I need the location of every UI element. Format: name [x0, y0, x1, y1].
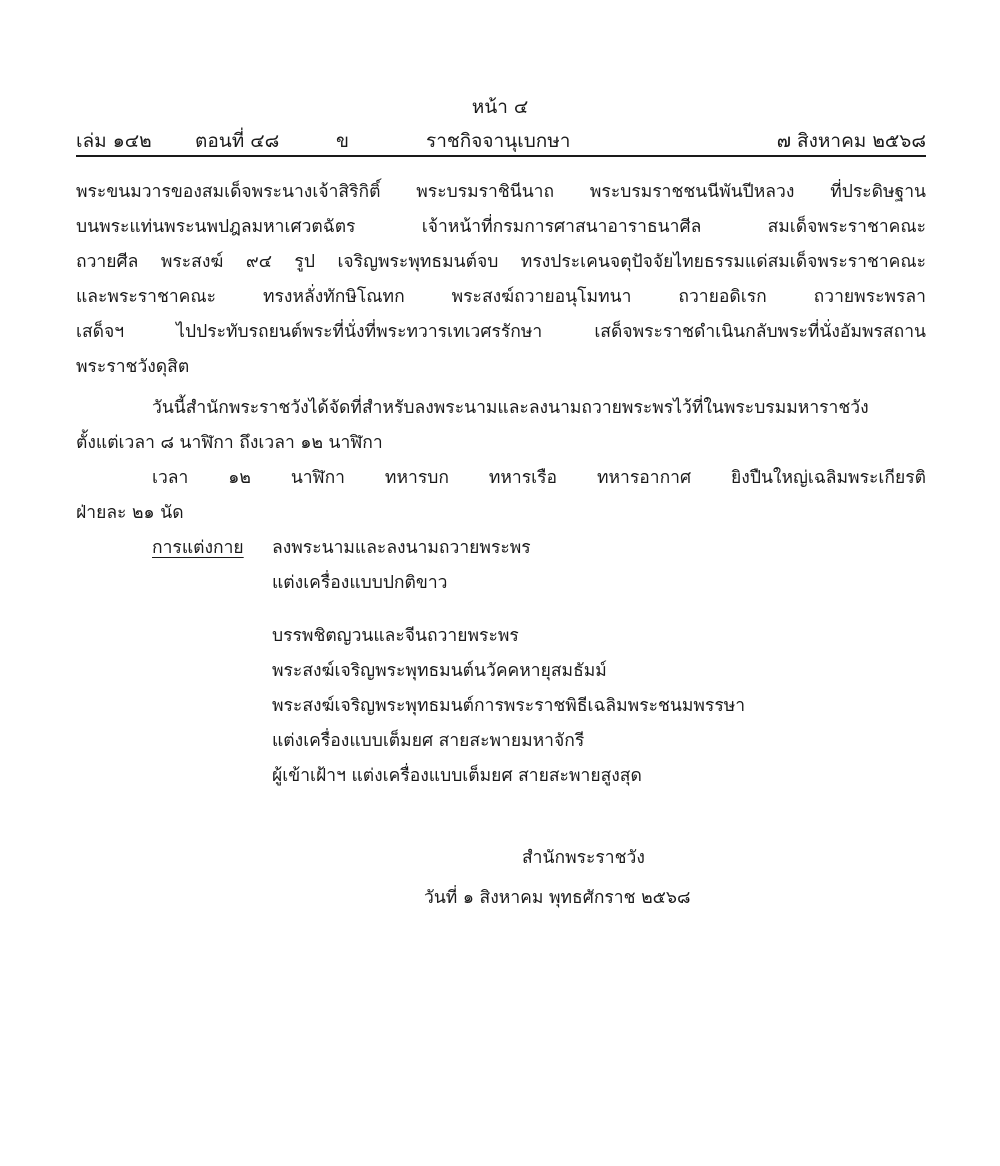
paragraph-line: บนพระแท่นพระนพปฎลมหาเศวตฉัตร เจ้าหน้าที่กรมการศาสนาอาราธนาศีล สมเด็จพระราชาคณะ [76, 217, 926, 237]
dress-code-item: บรรพชิตญวนและจีนถวายพระพร [272, 626, 519, 646]
issuing-office: สำนักพระราชวัง [522, 848, 645, 868]
section-number: ตอนที่ ๔๘ [195, 130, 280, 152]
paragraph-line: ฝ่ายละ ๒๑ นัด [76, 503, 184, 523]
part-letter: ข [336, 130, 349, 152]
publication-title: ราชกิจจานุเบกษา [426, 130, 571, 152]
dress-code-item: ลงพระนามและลงนามถวายพระพร [272, 538, 531, 558]
paragraph-line: และพระราชาคณะ ทรงหลั่งทักษิโณทก พระสงฆ์ถวายอนุโมทนา ถวายอดิเรก ถวายพระพรลา [76, 287, 926, 307]
dress-code-item: พระสงฆ์เจริญพระพุทธมนต์นวัคคหายุสมธัมม์ [272, 661, 607, 681]
paragraph-line: วันนี้สำนักพระราชวังได้จัดที่สำหรับลงพระนามและลงนามถวายพระพรไว้ที่ในพระบรมมหาราชวัง [152, 398, 869, 418]
dress-code-label: การแต่งกาย [152, 538, 244, 558]
publication-date: ๗ สิงหาคม ๒๕๖๘ [776, 130, 926, 152]
paragraph-line: พระราชวังดุสิต [76, 357, 190, 377]
dress-code-item: พระสงฆ์เจริญพระพุทธมนต์การพระราชพิธีเฉลิมพระชนมพรรษา [272, 696, 746, 716]
paragraph-line: ถวายศีล พระสงฆ์ ๙๔ รูป เจริญพระพุทธมนต์จบ ทรงประเคนจตุปัจจัยไทยธรรมแด่สมเด็จพระราชาคณะ [76, 252, 926, 272]
paragraph-line: ตั้งแต่เวลา ๘ นาฬิกา ถึงเวลา ๑๒ นาฬิกา [76, 433, 383, 453]
header-rule [76, 155, 926, 157]
volume-number: เล่ม ๑๔๒ [76, 130, 152, 152]
paragraph-line: พระขนมวารของสมเด็จพระนางเจ้าสิริกิติ์ พระบรมราชินีนาถ พระบรมราชชนนีพันปีหลวง ที่ประดิษฐาน [76, 182, 926, 202]
paragraph-line: เวลา ๑๒ นาฬิกา ทหารบก ทหารเรือ ทหารอากาศ ยิงปืนใหญ่เฉลิมพระเกียรติ [152, 468, 926, 488]
dress-code-item: แต่งเครื่องแบบเต็มยศ สายสะพายมหาจักรี [272, 731, 585, 751]
dress-code-item: แต่งเครื่องแบบปกติขาว [272, 573, 448, 593]
paragraph-line: เสด็จฯ ไปประทับรถยนต์พระที่นั่งที่พระทวารเทเวศรรักษา เสด็จพระราชดำเนินกลับพระที่นั่งอัมพรสถาน [76, 322, 926, 342]
issue-date: วันที่ ๑ สิงหาคม พุทธศักราช ๒๕๖๘ [424, 888, 691, 908]
page-number: หน้า ๔ [471, 96, 529, 118]
dress-code-item: ผู้เข้าเฝ้าฯ แต่งเครื่องแบบเต็มยศ สายสะพายสูงสุด [272, 766, 642, 786]
